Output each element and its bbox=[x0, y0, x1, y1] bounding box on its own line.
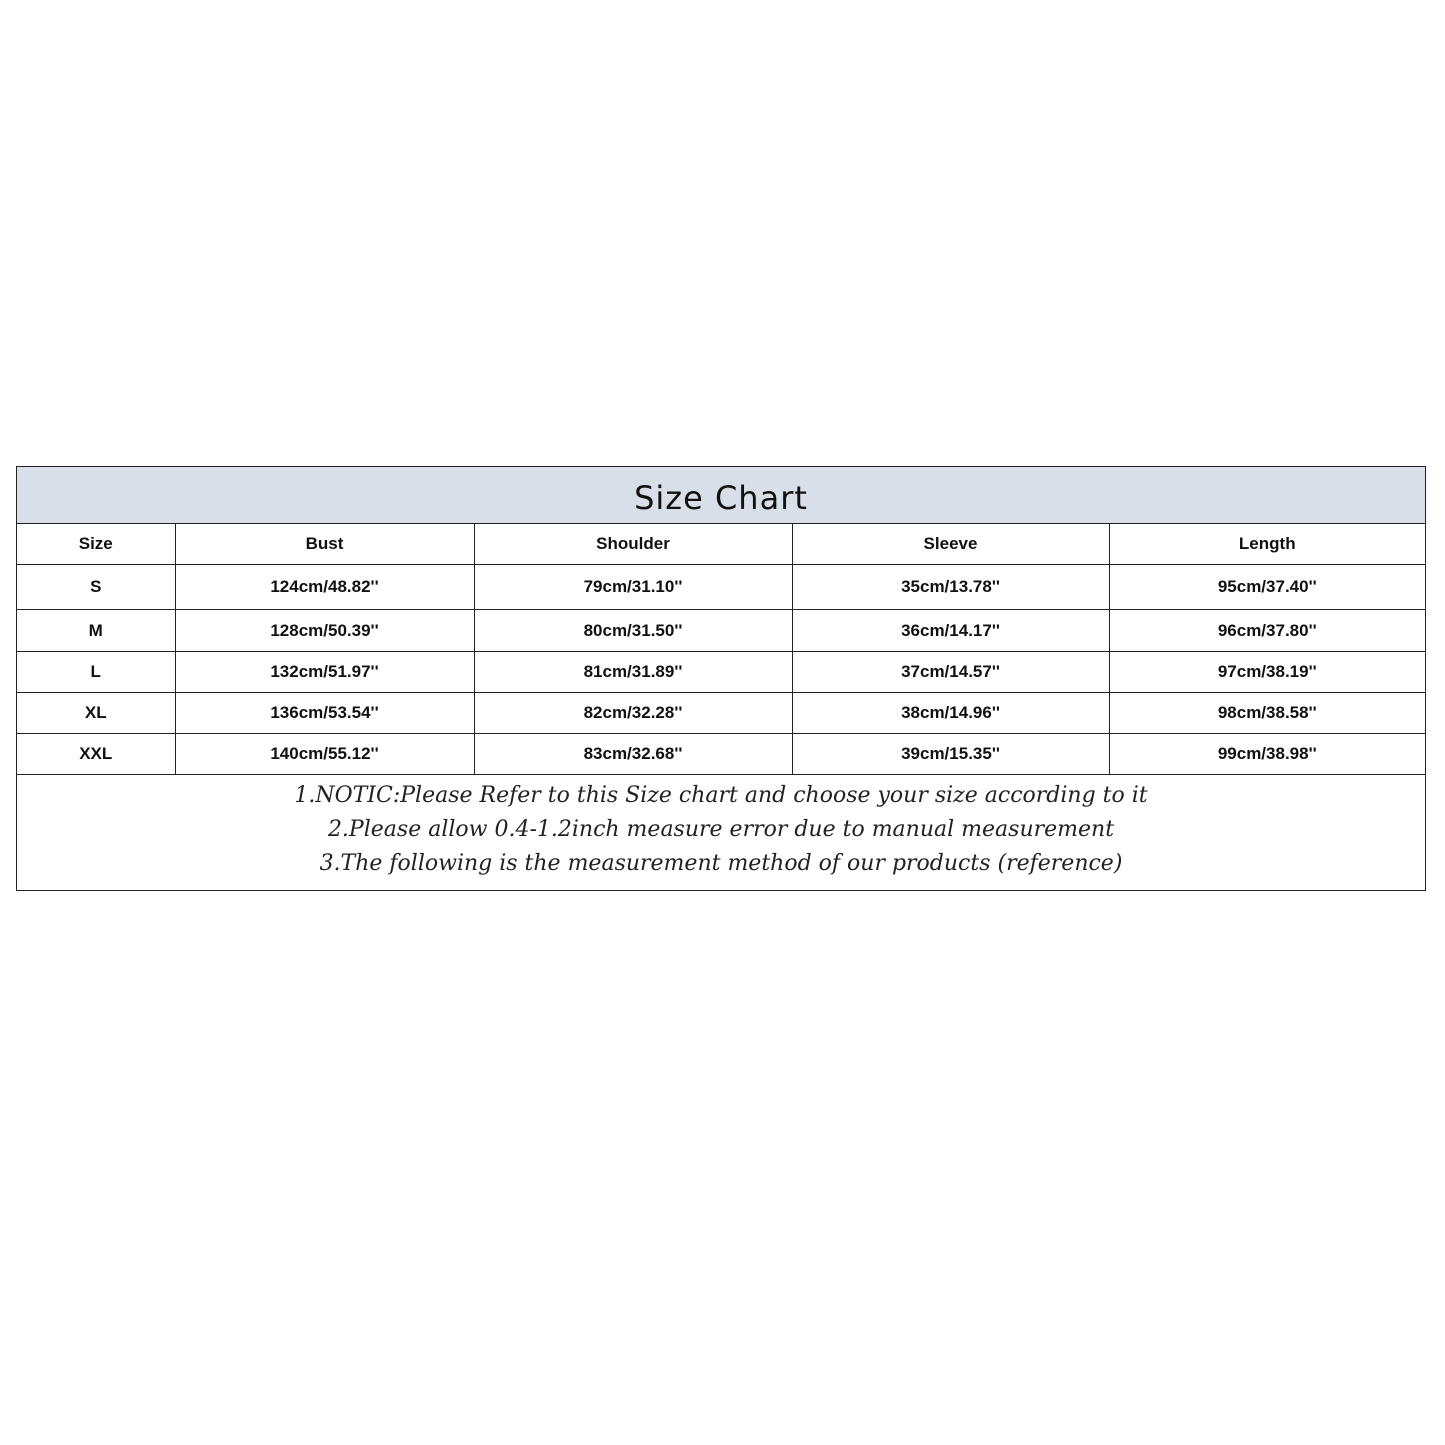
sleeve-cell: 35cm/13.78'' bbox=[792, 565, 1109, 610]
size-table bbox=[17, 524, 1425, 775]
bust-cell: 140cm/55.12'' bbox=[175, 734, 474, 775]
size-cell: M bbox=[17, 610, 175, 652]
shoulder-cell: 82cm/32.28'' bbox=[474, 693, 792, 734]
size-chart-title: Size Chart bbox=[634, 479, 808, 517]
sleeve-cell: 38cm/14.96'' bbox=[792, 693, 1109, 734]
length-cell: 97cm/38.19'' bbox=[1109, 652, 1425, 693]
header-length: Length bbox=[1109, 524, 1425, 565]
length-cell: 95cm/37.40'' bbox=[1109, 565, 1425, 610]
length-cell: 96cm/37.80'' bbox=[1109, 610, 1425, 652]
note-line: 1.NOTIC:Please Refer to this Size chart and choose your size according to it bbox=[294, 783, 1148, 808]
sleeve-cell: 36cm/14.17'' bbox=[792, 610, 1109, 652]
shoulder-cell: 79cm/31.10'' bbox=[474, 565, 792, 610]
size-cell: L bbox=[17, 652, 175, 693]
table-row bbox=[17, 652, 1425, 693]
sleeve-cell: 37cm/14.57'' bbox=[792, 652, 1109, 693]
header-row bbox=[17, 524, 1425, 565]
length-cell: 98cm/38.58'' bbox=[1109, 693, 1425, 734]
shoulder-cell: 80cm/31.50'' bbox=[474, 610, 792, 652]
size-cell: XL bbox=[17, 693, 175, 734]
length-cell: 99cm/38.98'' bbox=[1109, 734, 1425, 775]
size-chart bbox=[16, 466, 1426, 891]
notes-section bbox=[17, 775, 1425, 890]
bust-cell: 128cm/50.39'' bbox=[175, 610, 474, 652]
bust-cell: 132cm/51.97'' bbox=[175, 652, 474, 693]
size-chart-title-bar bbox=[17, 467, 1425, 524]
table-row bbox=[17, 610, 1425, 652]
header-sleeve: Sleeve bbox=[792, 524, 1109, 565]
table-row bbox=[17, 734, 1425, 775]
header-size: Size bbox=[17, 524, 175, 565]
table-row bbox=[17, 565, 1425, 610]
header-shoulder: Shoulder bbox=[474, 524, 792, 565]
size-cell: S bbox=[17, 565, 175, 610]
shoulder-cell: 81cm/31.89'' bbox=[474, 652, 792, 693]
table-row bbox=[17, 693, 1425, 734]
size-cell: XXL bbox=[17, 734, 175, 775]
shoulder-cell: 83cm/32.68'' bbox=[474, 734, 792, 775]
note-line: 3.The following is the measurement method of our products (reference) bbox=[319, 851, 1123, 876]
note-line: 2.Please allow 0.4-1.2inch measure error due to manual measurement bbox=[327, 817, 1115, 842]
bust-cell: 124cm/48.82'' bbox=[175, 565, 474, 610]
sleeve-cell: 39cm/15.35'' bbox=[792, 734, 1109, 775]
header-bust: Bust bbox=[175, 524, 474, 565]
bust-cell: 136cm/53.54'' bbox=[175, 693, 474, 734]
